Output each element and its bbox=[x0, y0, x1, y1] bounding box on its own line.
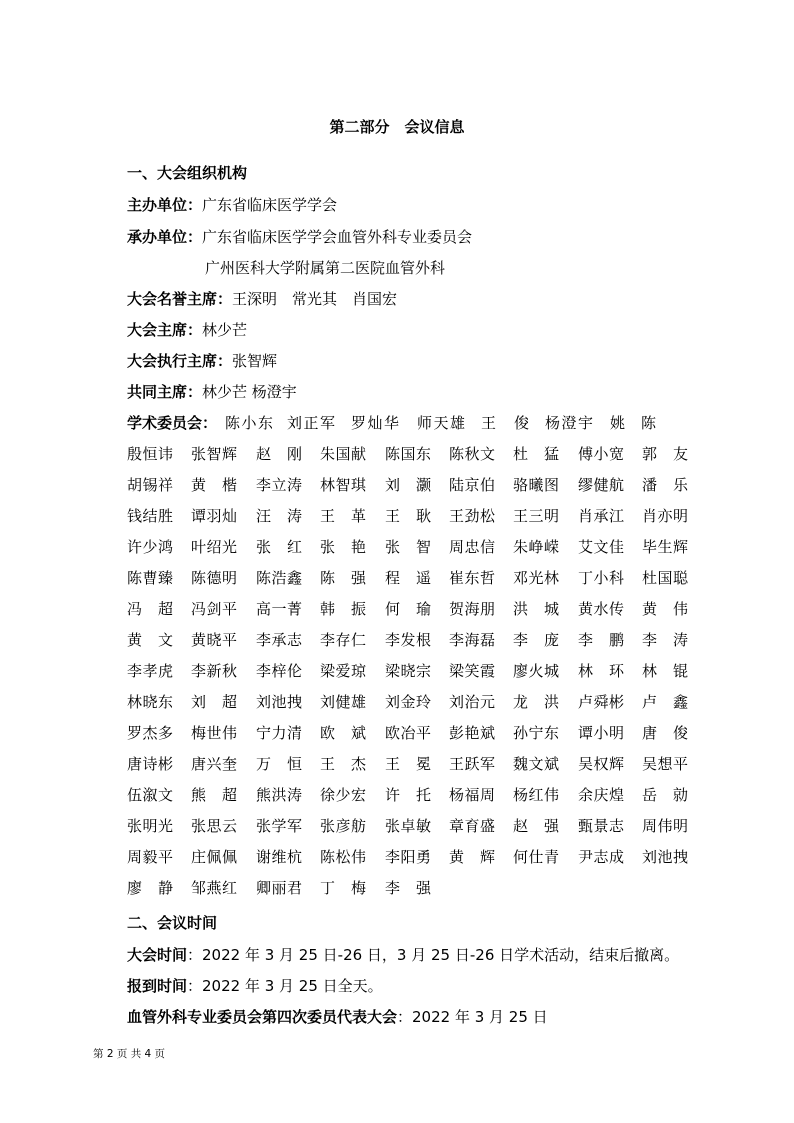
committee-member: 甄景志 bbox=[578, 817, 624, 835]
committee-member: 叶绍光 bbox=[191, 538, 237, 556]
committee-member: 赵 刚 bbox=[256, 445, 302, 463]
committee-member: 李 鹏 bbox=[578, 631, 624, 649]
committee-member: 张学军 bbox=[256, 817, 302, 835]
committee-member: 杨福周 bbox=[449, 786, 495, 804]
committee-member: 罗杰多 bbox=[127, 724, 173, 742]
committee-member: 李承志 bbox=[256, 631, 302, 649]
committee-member: 朱国献 bbox=[320, 445, 366, 463]
section2-heading: 二、会议时间 bbox=[127, 914, 218, 932]
committee-member: 廖 静 bbox=[127, 879, 173, 897]
committee-member: 张明光 bbox=[127, 817, 173, 835]
committee-member: 黄 文 bbox=[127, 631, 173, 649]
committee-member: 余庆煌 bbox=[578, 786, 624, 804]
page-footer: 第 2 页 共 4 页 bbox=[93, 1048, 166, 1060]
committee-member: 黄 楷 bbox=[191, 476, 237, 494]
committee-member: 杜 猛 bbox=[513, 445, 559, 463]
assembly-line bbox=[127, 1006, 548, 1027]
exec-chair-line bbox=[127, 350, 277, 371]
committee-member: 梅世伟 bbox=[191, 724, 237, 742]
committee-member: 张 红 bbox=[256, 538, 302, 556]
committee-member: 唐 俊 bbox=[642, 724, 688, 742]
committee-member: 吴想平 bbox=[642, 755, 688, 773]
committee-member: 刘正军 bbox=[287, 414, 335, 432]
committee-member: 张 智 bbox=[385, 538, 431, 556]
assembly-label: 血管外科专业委员会第四次委员代表大会 bbox=[127, 1008, 398, 1026]
honorary-value: 王深明 常光其 肖国宏 bbox=[232, 290, 398, 308]
committee-member: 梁笑霞 bbox=[449, 662, 495, 680]
committee-member: 李 涛 bbox=[642, 631, 688, 649]
committee-member: 李存仁 bbox=[320, 631, 366, 649]
host-label: 主办单位： bbox=[127, 196, 203, 214]
committee-member: 张智辉 bbox=[191, 445, 237, 463]
committee-member: 张彦舫 bbox=[320, 817, 366, 835]
committee-member: 胡锡祥 bbox=[127, 476, 173, 494]
committee-member: 万 恒 bbox=[256, 755, 302, 773]
host-value: 广东省临床医学学会 bbox=[202, 196, 338, 214]
committee-member: 韩 振 bbox=[320, 600, 366, 618]
committee-member: 李 庞 bbox=[513, 631, 559, 649]
committee-member: 李 强 bbox=[385, 879, 431, 897]
page-title: 第二部分 会议信息 bbox=[329, 118, 465, 136]
committee-member: 冯剑平 bbox=[191, 600, 237, 618]
committee-member: 李孝虎 bbox=[127, 662, 173, 680]
organizer-label: 承办单位： bbox=[127, 228, 203, 246]
committee-member: 卿丽君 bbox=[256, 879, 302, 897]
chair-label: 大会主席： bbox=[127, 321, 203, 339]
committee-member: 骆曦图 bbox=[513, 476, 559, 494]
committee-member: 师天雄 bbox=[417, 414, 465, 432]
committee-member: 何 瑜 bbox=[385, 600, 431, 618]
committee-member: 邹燕红 bbox=[191, 879, 237, 897]
committee-member: 李海磊 bbox=[449, 631, 495, 649]
committee-member: 岳 勍 bbox=[642, 786, 688, 804]
committee-member: 郭 友 bbox=[642, 445, 688, 463]
committee-member: 王三明 bbox=[513, 507, 559, 525]
committee-member: 魏文斌 bbox=[513, 755, 559, 773]
committee-member: 赵 强 bbox=[513, 817, 559, 835]
honorary-chair-line bbox=[127, 288, 397, 309]
committee-member: 欧冶平 bbox=[385, 724, 431, 742]
organizer-value-1: 广东省临床医学学会血管外科专业委员会 bbox=[202, 228, 473, 246]
committee-member: 贺海朋 bbox=[449, 600, 495, 618]
committee-member: 杨红伟 bbox=[513, 786, 559, 804]
committee-member: 钱结胜 bbox=[127, 507, 173, 525]
co-chair-label: 共同主席： bbox=[127, 383, 203, 401]
committee-member: 梁晓宗 bbox=[385, 662, 431, 680]
committee-member: 欧 斌 bbox=[320, 724, 366, 742]
committee-member: 王劲松 bbox=[449, 507, 495, 525]
committee-member: 丁小科 bbox=[578, 569, 624, 587]
committee-member: 陈松伟 bbox=[320, 848, 366, 866]
committee-member: 李阳勇 bbox=[385, 848, 431, 866]
committee-member: 张 艳 bbox=[320, 538, 366, 556]
committee-member: 肖亦明 bbox=[642, 507, 688, 525]
committee-member: 王 俊 bbox=[481, 414, 529, 432]
committee-member: 朱峥嵘 bbox=[513, 538, 559, 556]
committee-member: 谭羽灿 bbox=[191, 507, 237, 525]
honorary-label: 大会名誉主席： bbox=[127, 290, 233, 308]
committee-member: 王 革 bbox=[320, 507, 366, 525]
committee-member: 黄 辉 bbox=[449, 848, 495, 866]
meeting-time-label: 大会时间 bbox=[127, 946, 188, 964]
committee-member: 王跃军 bbox=[449, 755, 495, 773]
committee-member: 尹志成 bbox=[578, 848, 624, 866]
committee-member: 刘 灏 bbox=[385, 476, 431, 494]
committee-member: 周伟明 bbox=[642, 817, 688, 835]
checkin-time-line bbox=[127, 975, 383, 996]
committee-member: 林智琪 bbox=[320, 476, 366, 494]
assembly-value: ：2022 年 3 月 25 日 bbox=[397, 1008, 548, 1026]
committee-member: 罗灿华 bbox=[351, 414, 399, 432]
committee-member: 庄佩佩 bbox=[191, 848, 237, 866]
organizer-line bbox=[127, 226, 472, 247]
committee-member: 艾文佳 bbox=[578, 538, 624, 556]
committee-member: 姚 陈 bbox=[610, 414, 656, 432]
exec-chair-value: 张智辉 bbox=[232, 352, 278, 370]
committee-member: 唐兴奎 bbox=[191, 755, 237, 773]
committee-member: 何仕青 bbox=[513, 848, 559, 866]
committee-member: 崔东哲 bbox=[449, 569, 495, 587]
committee-member: 刘治元 bbox=[449, 693, 495, 711]
committee-member: 章育盛 bbox=[449, 817, 495, 835]
committee-member: 黄 伟 bbox=[642, 600, 688, 618]
committee-member: 张卓敏 bbox=[385, 817, 431, 835]
committee-member: 汪 涛 bbox=[256, 507, 302, 525]
committee-member: 殷恒讳 bbox=[127, 445, 173, 463]
committee-member: 丁 梅 bbox=[320, 879, 366, 897]
committee-member: 谭小明 bbox=[578, 724, 624, 742]
committee-member: 林晓东 bbox=[127, 693, 173, 711]
committee-member: 龙 洪 bbox=[513, 693, 559, 711]
committee-member: 刘池拽 bbox=[256, 693, 302, 711]
committee-member: 陈浩鑫 bbox=[256, 569, 302, 587]
committee-member: 陆京伯 bbox=[449, 476, 495, 494]
committee-member: 彭艳斌 bbox=[449, 724, 495, 742]
committee-member: 谢维杭 bbox=[256, 848, 302, 866]
committee-member: 陈曹臻 bbox=[127, 569, 173, 587]
section1-heading: 一、大会组织机构 bbox=[127, 164, 248, 182]
committee-member: 刘金玲 bbox=[385, 693, 431, 711]
committee-member: 许 托 bbox=[385, 786, 431, 804]
chair-value: 林少芒 bbox=[202, 321, 248, 339]
co-chair-value: 林少芒 杨澄宇 bbox=[202, 383, 297, 401]
committee-member: 张思云 bbox=[191, 817, 237, 835]
committee-member: 刘健雄 bbox=[320, 693, 366, 711]
committee-member: 吴权辉 bbox=[578, 755, 624, 773]
committee-member: 陈 强 bbox=[320, 569, 366, 587]
committee-member: 卢 鑫 bbox=[642, 693, 688, 711]
committee-member: 林 锟 bbox=[642, 662, 688, 680]
committee-member: 林 环 bbox=[578, 662, 624, 680]
committee-member: 陈德明 bbox=[191, 569, 237, 587]
committee-member: 杨澄宇 bbox=[545, 414, 593, 432]
committee-member: 李梓伦 bbox=[256, 662, 302, 680]
committee-member: 陈小东 bbox=[225, 414, 273, 432]
committee-member: 廖火城 bbox=[513, 662, 559, 680]
committee-member: 宁力清 bbox=[256, 724, 302, 742]
committee-member: 伍溆文 bbox=[127, 786, 173, 804]
committee-member: 熊洪涛 bbox=[256, 786, 302, 804]
committee-member: 缪健航 bbox=[578, 476, 624, 494]
checkin-value: ：2022 年 3 月 25 日全天。 bbox=[187, 977, 383, 995]
committee-member: 李新秋 bbox=[191, 662, 237, 680]
committee-member: 傅小宽 bbox=[578, 445, 624, 463]
committee-member: 周毅平 bbox=[127, 848, 173, 866]
committee-member: 黄水传 bbox=[578, 600, 624, 618]
committee-member: 许少鸿 bbox=[127, 538, 173, 556]
committee-member: 周忠信 bbox=[449, 538, 495, 556]
meeting-time-value: ：2022 年 3 月 25 日-26 日，3 月 25 日-26 日学术活动，结束后撤离。 bbox=[187, 946, 680, 964]
co-chair-line bbox=[127, 381, 297, 402]
meeting-time-line bbox=[127, 944, 679, 965]
committee-member: 徐少宏 bbox=[320, 786, 366, 804]
committee-member: 刘池拽 bbox=[642, 848, 688, 866]
committee-member: 熊 超 bbox=[191, 786, 237, 804]
committee-member: 陈国东 bbox=[385, 445, 431, 463]
committee-member: 王 耿 bbox=[385, 507, 431, 525]
committee-member: 程 遥 bbox=[385, 569, 431, 587]
committee-member: 黄晓平 bbox=[191, 631, 237, 649]
checkin-label: 报到时间 bbox=[127, 977, 188, 995]
chair-line bbox=[127, 319, 247, 340]
committee-member: 肖承江 bbox=[578, 507, 624, 525]
committee-member: 王 杰 bbox=[320, 755, 366, 773]
committee-member: 高一菁 bbox=[256, 600, 302, 618]
committee-member: 毕生辉 bbox=[642, 538, 688, 556]
committee-member: 唐诗彬 bbox=[127, 755, 173, 773]
committee-member: 卢舜彬 bbox=[578, 693, 624, 711]
committee-member: 刘 超 bbox=[191, 693, 237, 711]
committee-member: 杜国聪 bbox=[642, 569, 688, 587]
exec-chair-label: 大会执行主席： bbox=[127, 352, 233, 370]
committee-member: 王 冕 bbox=[385, 755, 431, 773]
committee-member: 孙宁东 bbox=[513, 724, 559, 742]
committee-member: 洪 城 bbox=[513, 600, 559, 618]
committee-member: 邓光林 bbox=[513, 569, 559, 587]
committee-label: 学术委员会： bbox=[127, 414, 218, 432]
committee-member: 冯 超 bbox=[127, 600, 173, 618]
committee-member: 潘 乐 bbox=[642, 476, 688, 494]
organizer-value-2: 广州医科大学附属第二医院血管外科 bbox=[205, 259, 446, 277]
committee-member: 梁爱琼 bbox=[320, 662, 366, 680]
committee-member: 陈秋文 bbox=[449, 445, 495, 463]
committee-member: 李发根 bbox=[385, 631, 431, 649]
committee-member: 李立涛 bbox=[256, 476, 302, 494]
host-unit-line bbox=[127, 194, 337, 215]
